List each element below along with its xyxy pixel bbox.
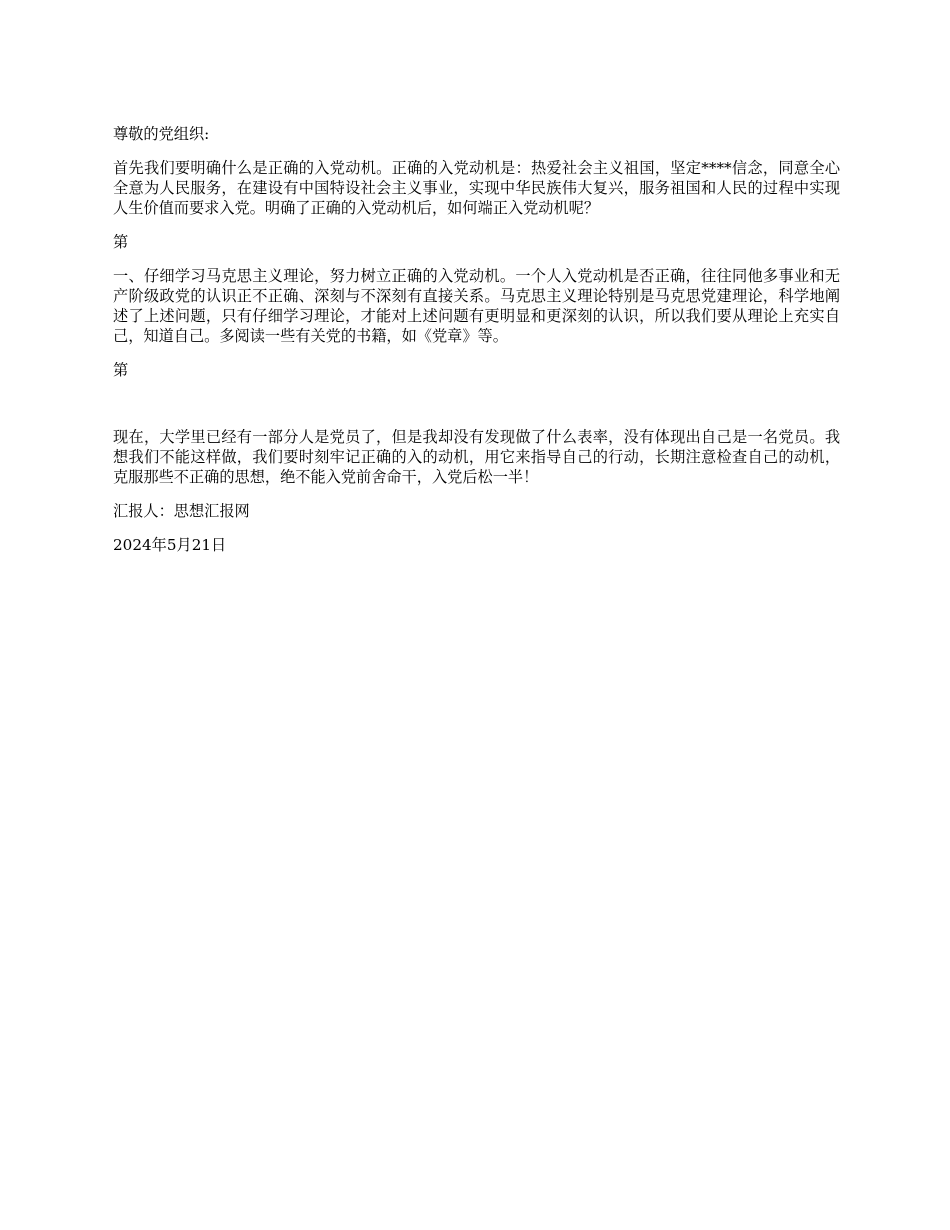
intro-paragraph: 首先我们要明确什么是正确的入党动机。正确的入党动机是：热爱社会主义祖国，坚定****信念，同意全心全意为人民服务，在建设有中国特设社会主义事业，实现中华民族伟大复兴，服务祖国和人民的过程中实现人生价值而要求入党。明确了正确的入党动机后，如何端正入党动机呢？ <box>113 159 840 217</box>
second-body-paragraph: 现在，大学里已经有一部分人是党员了，但是我却没有发现做了什么表率，没有体现出自己是一名党员。我想我们不能这样做，我们要时刻牢记正确的入的动机，用它来指导自己的行动，长期注意检查自己的动机，克服那些不正确的思想，绝不能入党前舍命干，入党后松一半！ <box>113 428 840 486</box>
first-body-paragraph: 一、仔细学习马克思主义理论，努力树立正确的入党动机。一个人入党动机是否正确，往往同他多事业和无产阶级政党的认识正不正确、深刻与不深刻有直接关系。马克思主义理论特别是马克思党建理论，科学地阐述了上述问题，只有仔细学习理论，才能对上述问题有更明显和更深刻的认识，所以我们要从理论上充实自己，知道自己。多阅读一些有关党的书籍，如《党章》等。 <box>113 267 840 345</box>
date-line: 2024年5月21日 <box>113 536 227 554</box>
first-heading: 第 <box>113 233 129 251</box>
blank-spacer <box>113 394 840 427</box>
second-heading: 第 <box>113 361 129 379</box>
signature-line: 汇报人：思想汇报网 <box>113 502 250 520</box>
salutation: 尊敬的党组织: <box>113 125 210 143</box>
